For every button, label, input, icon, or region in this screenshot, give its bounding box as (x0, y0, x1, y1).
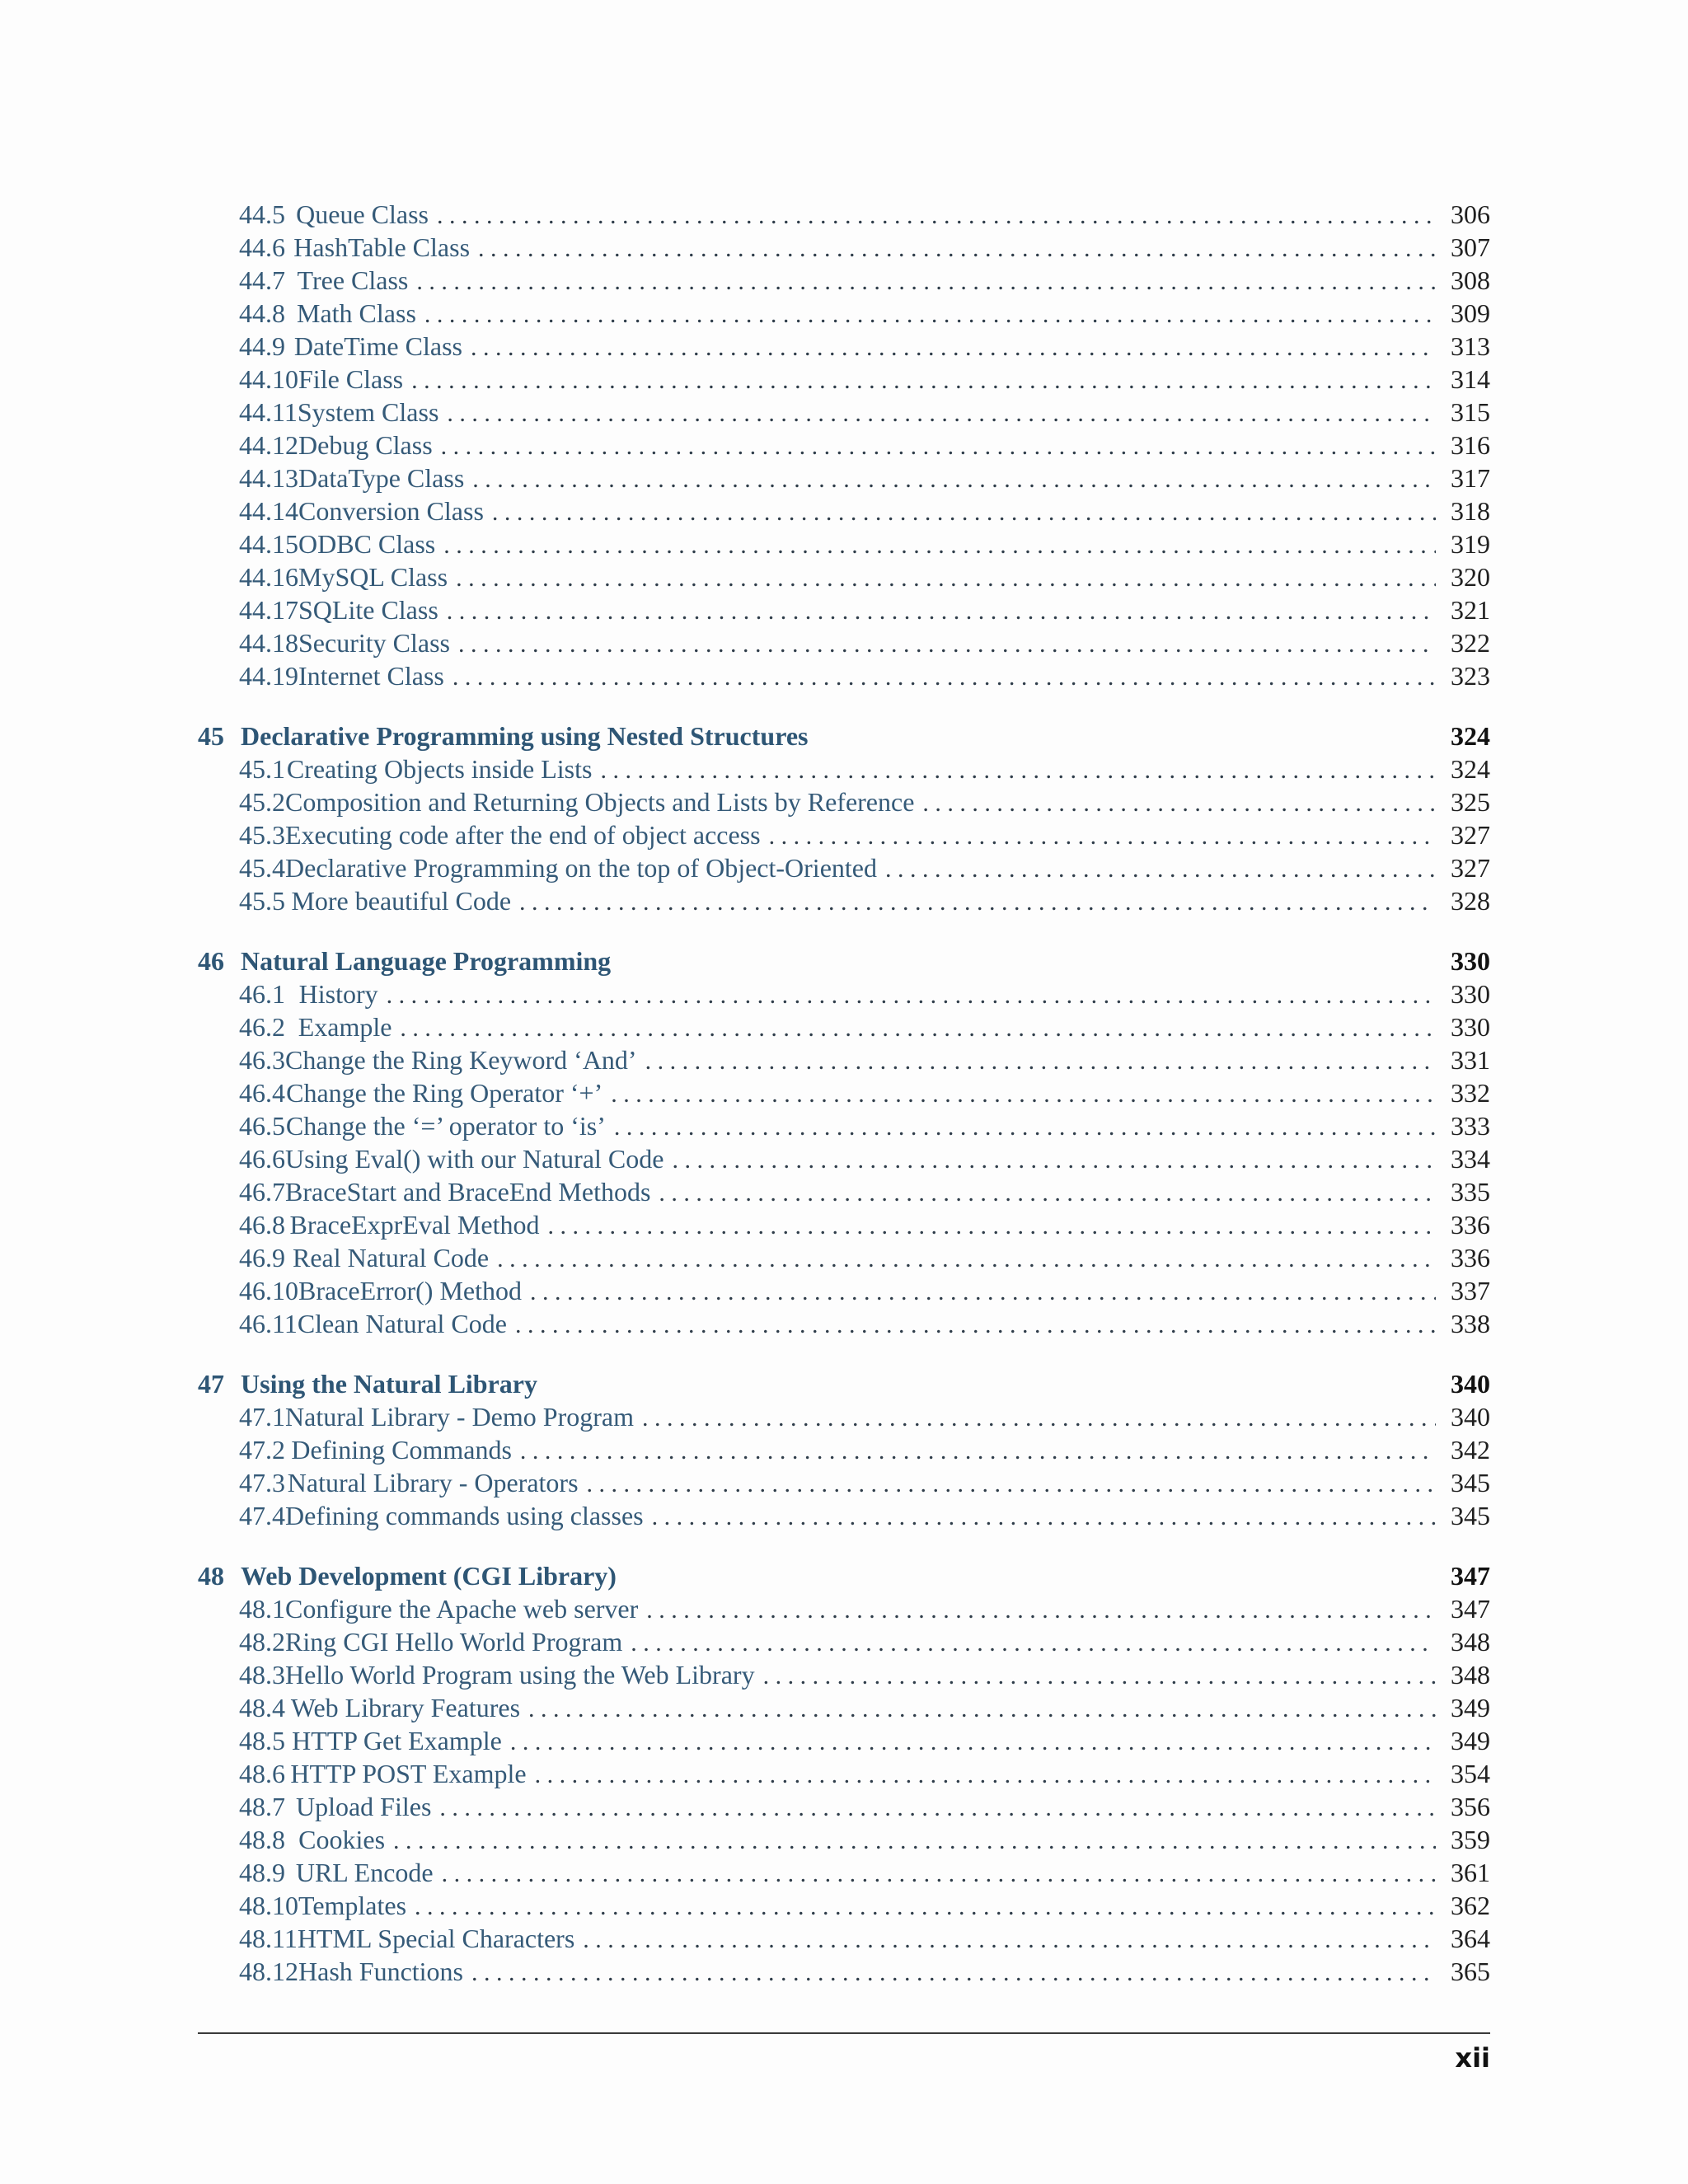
toc-entry-page[interactable]: 306 (1451, 199, 1490, 229)
toc-entry-title[interactable]: BraceStart and BraceEnd Methods (285, 1177, 651, 1207)
toc-entry-page[interactable]: 338 (1451, 1309, 1490, 1338)
toc-entry-page[interactable]: 336 (1451, 1210, 1490, 1240)
toc-entry-page[interactable]: 356 (1451, 1792, 1490, 1821)
toc-entry-title[interactable]: Change the Ring Operator ‘+’ (286, 1078, 603, 1108)
toc-entry-page[interactable]: 327 (1451, 853, 1490, 883)
toc-entry-title[interactable]: HashTable Class (293, 232, 471, 262)
toc-entry-number: 44.14 (239, 496, 298, 526)
toc-entry-page[interactable]: 347 (1451, 1594, 1490, 1624)
toc-entry-title[interactable]: Tree Class (297, 265, 409, 295)
toc-entry-page[interactable]: 347 (1451, 1561, 1490, 1591)
toc-entry-title[interactable]: Creating Objects inside Lists (286, 754, 593, 784)
toc-entry-page[interactable]: 324 (1451, 721, 1490, 751)
toc-entry-number: 47 (198, 1369, 224, 1399)
toc-entry-number: 45.2 (239, 787, 285, 817)
toc-entry-title[interactable]: Web Library Features (290, 1693, 521, 1722)
dot-leader (478, 232, 1436, 265)
dot-leader (471, 331, 1436, 364)
toc-entry-title[interactable]: File Class (298, 364, 404, 394)
toc-entry-title[interactable]: URL Encode (295, 1858, 434, 1887)
dot-leader (520, 1435, 1436, 1468)
toc-section-entry[interactable] (198, 1922, 1490, 1955)
toc-section-entry[interactable] (198, 1307, 1490, 1340)
toc-entry-number: 47.4 (239, 1501, 285, 1530)
toc-section-entry[interactable] (198, 1691, 1490, 1724)
toc-section-entry[interactable] (198, 231, 1490, 264)
toc-entry-number: 47.1 (239, 1402, 285, 1432)
toc-entry-number: 47.2 (239, 1435, 285, 1465)
toc-entry-title[interactable]: Conversion Class (298, 496, 484, 526)
toc-section-entry[interactable] (198, 884, 1490, 917)
toc-section-entry[interactable] (198, 1433, 1490, 1466)
toc-entry-page[interactable]: 349 (1451, 1693, 1490, 1722)
toc-section-entry[interactable] (198, 1856, 1490, 1889)
dot-leader (614, 1111, 1436, 1144)
toc-entry-title[interactable]: Clean Natural Code (297, 1309, 507, 1338)
dot-leader (611, 1078, 1436, 1111)
toc-entry-number: 46 (198, 946, 224, 976)
toc-section-entry[interactable] (198, 1142, 1490, 1175)
toc-entry-number: 44.17 (239, 595, 298, 625)
toc-section-entry[interactable] (198, 1076, 1490, 1109)
toc-entry-number: 48.12 (239, 1957, 298, 1986)
dot-leader (528, 1693, 1436, 1726)
toc-entry-number: 44.6 (239, 232, 285, 262)
toc-section-entry[interactable] (198, 494, 1490, 527)
toc-entry-title[interactable]: HTML Special Characters (297, 1924, 575, 1953)
toc-entry-number: 44.13 (239, 463, 298, 493)
toc-entry-page[interactable]: 361 (1451, 1858, 1490, 1887)
toc-entry-number: 44.15 (239, 529, 298, 559)
toc-entry-title[interactable]: Real Natural Code (292, 1243, 490, 1272)
toc-entry-page[interactable]: 331 (1451, 1045, 1490, 1075)
dot-leader (415, 1891, 1436, 1924)
footer-divider (198, 2032, 1490, 2034)
toc-entry-title[interactable]: Upload Files (295, 1792, 432, 1821)
toc-entry-page[interactable]: 340 (1451, 1369, 1490, 1399)
toc-entry-title[interactable]: Cookies (298, 1825, 386, 1854)
toc-entry-page[interactable]: 336 (1451, 1243, 1490, 1272)
dot-leader (497, 1243, 1436, 1276)
dot-leader (456, 562, 1436, 595)
toc-entry-title[interactable]: Math Class (297, 298, 416, 328)
toc-entry-page[interactable]: 320 (1451, 562, 1490, 592)
toc-section-entry[interactable] (198, 429, 1490, 462)
toc-entry-title[interactable]: System Class (297, 397, 439, 427)
toc-entry-page[interactable]: 308 (1451, 265, 1490, 295)
toc-entry-title[interactable]: Hello World Program using the Web Library (285, 1660, 755, 1690)
toc-entry-title[interactable]: Natural Library - Operators (287, 1468, 579, 1497)
toc-chapter-entry[interactable] (198, 1559, 1490, 1592)
toc-entry-title[interactable]: Using Eval() with our Natural Code (285, 1144, 664, 1174)
toc-section-entry[interactable] (198, 1499, 1490, 1532)
toc-entry-title[interactable]: Declarative Programming on the top of Object-Oriented (285, 853, 877, 883)
toc-entry-number: 48 (198, 1561, 224, 1591)
toc-entry-title[interactable]: Change the ‘=’ operator to ‘is’ (285, 1111, 606, 1141)
toc-entry-number: 46.2 (239, 1012, 285, 1042)
dot-leader (583, 1924, 1436, 1957)
toc-chapter-entry[interactable] (198, 1367, 1490, 1400)
toc-section-entry[interactable] (198, 198, 1490, 231)
dot-leader (769, 820, 1436, 853)
toc-section-entry[interactable] (198, 1400, 1490, 1433)
toc-entry-page[interactable]: 321 (1451, 595, 1490, 625)
toc-entry-page[interactable]: 348 (1451, 1627, 1490, 1657)
toc-entry-title[interactable]: ODBC Class (298, 529, 436, 559)
dot-leader (443, 529, 1436, 562)
toc-entry-title[interactable]: Change the Ring Keyword ‘And’ (285, 1045, 637, 1075)
dot-leader (922, 787, 1436, 820)
toc-entry-number: 44.11 (239, 397, 298, 427)
dot-leader (492, 496, 1436, 529)
toc-entry-number: 48.2 (239, 1627, 285, 1657)
toc-section-entry[interactable] (198, 1208, 1490, 1241)
toc-section-entry[interactable] (198, 1955, 1490, 1988)
toc-entry-number: 48.7 (239, 1792, 285, 1821)
toc-entry-number: 44.8 (239, 298, 285, 328)
dot-leader (642, 1402, 1436, 1435)
toc-section-entry[interactable] (198, 297, 1490, 330)
toc-entry-number: 44.10 (239, 364, 298, 394)
dot-leader (600, 754, 1436, 787)
toc-entry-page[interactable]: 345 (1451, 1468, 1490, 1497)
toc-entry-title[interactable]: Configure the Apache web server (285, 1594, 639, 1624)
toc-entry-page[interactable]: 332 (1451, 1078, 1490, 1108)
toc-entry-number: 44.16 (239, 562, 298, 592)
toc-entry-number: 46.8 (239, 1210, 285, 1240)
toc-chapter-entry[interactable] (198, 719, 1490, 752)
dot-leader (411, 364, 1436, 397)
toc-entry-page[interactable]: 354 (1451, 1759, 1490, 1788)
toc-entry-page[interactable]: 342 (1451, 1435, 1490, 1465)
toc-section-entry[interactable] (198, 659, 1490, 692)
dot-leader (447, 595, 1436, 628)
toc-entry-page[interactable]: 323 (1451, 661, 1490, 691)
dot-leader (452, 661, 1436, 694)
toc-entry-number: 48.5 (239, 1726, 285, 1755)
dot-leader (387, 979, 1436, 1012)
toc-entry-title[interactable]: Security Class (298, 628, 450, 658)
dot-leader (437, 199, 1436, 232)
toc-entry-page[interactable]: 319 (1451, 529, 1490, 559)
toc-section-entry[interactable] (198, 1625, 1490, 1658)
toc-entry-title[interactable]: Hash Functions (298, 1957, 463, 1986)
toc-entry-title[interactable]: Natural Language Programming (241, 946, 612, 976)
toc-entry-number: 46.1 (239, 979, 285, 1009)
toc-entry-page[interactable]: 325 (1451, 787, 1490, 817)
toc-section-entry[interactable] (198, 1658, 1490, 1691)
toc-entry-page[interactable]: 307 (1451, 232, 1490, 262)
dot-leader (631, 1627, 1436, 1660)
toc-entry-number: 48.3 (239, 1660, 285, 1690)
toc-entry-page[interactable]: 327 (1451, 820, 1490, 850)
toc-entry-page[interactable]: 315 (1451, 397, 1490, 427)
dot-leader (515, 1309, 1436, 1342)
toc-entry-title[interactable]: Using the Natural Library (241, 1369, 537, 1399)
toc-entry-number: 48.8 (239, 1825, 285, 1854)
toc-entry-number: 46.6 (239, 1144, 285, 1174)
toc-section-entry[interactable] (198, 1592, 1490, 1625)
dot-leader (416, 265, 1436, 298)
page-number: xii (1455, 2042, 1490, 2074)
toc-entry-page[interactable]: 309 (1451, 298, 1490, 328)
dot-leader (763, 1660, 1436, 1693)
toc-entry-page[interactable]: 365 (1451, 1957, 1490, 1986)
toc-entry-title[interactable]: Internet Class (298, 661, 444, 691)
toc-entry-title[interactable]: DateTime Class (293, 331, 462, 361)
toc-entry-number: 45 (198, 721, 224, 751)
toc-section-entry[interactable] (198, 462, 1490, 494)
toc-entry-number: 45.3 (239, 820, 285, 850)
toc-section-entry[interactable] (198, 1790, 1490, 1823)
toc-entry-number: 44.12 (239, 430, 298, 460)
dot-leader (519, 886, 1436, 919)
toc-entry-title[interactable]: Defining Commands (291, 1435, 512, 1465)
toc-section-entry[interactable] (198, 1466, 1490, 1499)
toc-section-entry[interactable] (198, 785, 1490, 818)
toc-entry-page[interactable]: 333 (1451, 1111, 1490, 1141)
toc-entry-title[interactable]: BraceError() Method (298, 1276, 522, 1305)
toc-section-entry[interactable] (198, 363, 1490, 396)
dot-leader (472, 463, 1436, 496)
toc-section-entry[interactable] (198, 1241, 1490, 1274)
toc-entry-page[interactable]: 330 (1451, 946, 1490, 976)
toc-entry-title[interactable]: Web Development (CGI Library) (241, 1561, 617, 1591)
toc-entry-number: 44.9 (239, 331, 285, 361)
toc-section-entry[interactable] (198, 1175, 1490, 1208)
toc-entry-number: 46.10 (239, 1276, 298, 1305)
dot-leader (672, 1144, 1436, 1177)
dot-leader (646, 1594, 1436, 1627)
toc-entry-page[interactable]: 322 (1451, 628, 1490, 658)
toc-entry-page[interactable]: 334 (1451, 1144, 1490, 1174)
toc-entry-title[interactable]: Natural Library - Demo Program (285, 1402, 634, 1432)
dot-leader (441, 430, 1436, 463)
toc-entry-number: 47.3 (239, 1468, 285, 1497)
toc-entry-page[interactable]: 330 (1451, 979, 1490, 1009)
toc-entry-page[interactable]: 313 (1451, 331, 1490, 361)
toc-entry-number: 46.7 (239, 1177, 285, 1207)
toc-section-entry[interactable] (198, 330, 1490, 363)
toc-entry-page[interactable]: 317 (1451, 463, 1490, 493)
toc-entry-title[interactable]: Templates (298, 1891, 407, 1920)
dot-leader (447, 397, 1436, 430)
toc-entry-page[interactable]: 364 (1451, 1924, 1490, 1953)
toc-section-entry[interactable] (198, 527, 1490, 560)
dot-leader (510, 1726, 1436, 1759)
dot-leader (530, 1276, 1436, 1309)
dot-leader (885, 853, 1436, 886)
toc-entry-number: 46.9 (239, 1243, 285, 1272)
toc-section-entry[interactable] (198, 396, 1490, 429)
toc-entry-page[interactable]: 348 (1451, 1660, 1490, 1690)
toc-section-entry[interactable] (198, 752, 1490, 785)
dot-leader (587, 1468, 1436, 1501)
toc-entry-title[interactable]: History (298, 979, 378, 1009)
toc-entry-title[interactable]: HTTP POST Example (290, 1759, 527, 1788)
toc-entry-number: 48.1 (239, 1594, 285, 1624)
toc-entry-title[interactable]: SQLite Class (298, 595, 438, 625)
dot-leader (652, 1501, 1436, 1534)
toc-entry-title[interactable]: Composition and Returning Objects and Lists by Reference (285, 787, 915, 817)
toc-entry-title[interactable]: Declarative Programming using Nested Structures (241, 721, 809, 751)
toc-section-entry[interactable] (198, 1823, 1490, 1856)
dot-leader (424, 298, 1436, 331)
dot-leader (458, 628, 1436, 661)
dot-leader (439, 1792, 1436, 1825)
toc-entry-title[interactable]: Debug Class (298, 430, 433, 460)
toc-entry-title[interactable]: More beautiful Code (291, 886, 512, 916)
toc-entry-number: 44.5 (239, 199, 285, 229)
toc-entry-page[interactable]: 324 (1451, 754, 1490, 784)
toc-entry-number: 48.11 (239, 1924, 298, 1953)
toc-entry-page[interactable]: 314 (1451, 364, 1490, 394)
toc-section-entry[interactable] (198, 1043, 1490, 1076)
toc-entry-title[interactable]: Ring CGI Hello World Program (285, 1627, 623, 1657)
toc-entry-page[interactable]: 362 (1451, 1891, 1490, 1920)
toc-entry-page[interactable]: 328 (1451, 886, 1490, 916)
toc-section-entry[interactable] (198, 1724, 1490, 1757)
dot-leader (659, 1177, 1436, 1210)
toc-entry-number: 46.4 (239, 1078, 285, 1108)
toc-entry-page[interactable]: 349 (1451, 1726, 1490, 1755)
toc-entry-number: 48.10 (239, 1891, 298, 1920)
toc-entry-number: 46.5 (239, 1111, 285, 1141)
toc-entry-page[interactable]: 340 (1451, 1402, 1490, 1432)
toc-entry-page[interactable]: 316 (1451, 430, 1490, 460)
toc-entry-page[interactable]: 330 (1451, 1012, 1490, 1042)
toc-section-entry[interactable] (198, 1010, 1490, 1043)
toc-section-entry[interactable] (198, 851, 1490, 884)
toc-section-entry[interactable] (198, 1889, 1490, 1922)
toc-section-entry[interactable] (198, 1274, 1490, 1307)
toc-entry-number: 45.4 (239, 853, 285, 883)
toc-entry-title[interactable]: DataType Class (298, 463, 465, 493)
toc-entry-page[interactable]: 318 (1451, 496, 1490, 526)
toc-entry-page[interactable]: 345 (1451, 1501, 1490, 1530)
toc-section-entry[interactable] (198, 1757, 1490, 1790)
toc-entry-page[interactable]: 337 (1451, 1276, 1490, 1305)
toc-entry-number: 45.1 (239, 754, 285, 784)
dot-leader (442, 1858, 1436, 1891)
toc-entry-number: 44.19 (239, 661, 298, 691)
toc-entry-number: 45.5 (239, 886, 285, 916)
table-of-contents (198, 198, 1490, 1988)
toc-entry-page[interactable]: 359 (1451, 1825, 1490, 1854)
dot-leader (645, 1045, 1436, 1078)
dot-leader (535, 1759, 1436, 1792)
toc-entry-number: 48.6 (239, 1759, 285, 1788)
toc-section-entry[interactable] (198, 593, 1490, 626)
toc-entry-number: 44.18 (239, 628, 298, 658)
toc-entry-title[interactable]: BraceExprEval Method (289, 1210, 540, 1240)
toc-section-entry[interactable] (198, 1109, 1490, 1142)
toc-entry-page[interactable]: 335 (1451, 1177, 1490, 1207)
toc-section-entry[interactable] (198, 626, 1490, 659)
dot-leader (471, 1957, 1436, 1990)
toc-entry-title[interactable]: HTTP Get Example (292, 1726, 502, 1755)
toc-entry-number: 46.3 (239, 1045, 285, 1075)
toc-entry-title[interactable]: Queue Class (296, 199, 429, 229)
toc-entry-number: 48.4 (239, 1693, 285, 1722)
dot-leader (400, 1012, 1436, 1045)
toc-section-entry[interactable] (198, 977, 1490, 1010)
toc-section-entry[interactable] (198, 818, 1490, 851)
toc-entry-title[interactable]: Example (298, 1012, 392, 1042)
toc-entry-title[interactable]: Executing code after the end of object access (285, 820, 761, 850)
toc-entry-number: 48.9 (239, 1858, 285, 1887)
toc-entry-number: 46.11 (239, 1309, 298, 1338)
dot-leader (547, 1210, 1436, 1243)
toc-section-entry[interactable] (198, 264, 1490, 297)
toc-section-entry[interactable] (198, 560, 1490, 593)
dot-leader (393, 1825, 1436, 1858)
toc-chapter-entry[interactable] (198, 944, 1490, 977)
toc-entry-title[interactable]: Defining commands using classes (285, 1501, 644, 1530)
toc-entry-number: 44.7 (239, 265, 285, 295)
toc-entry-title[interactable]: MySQL Class (298, 562, 448, 592)
